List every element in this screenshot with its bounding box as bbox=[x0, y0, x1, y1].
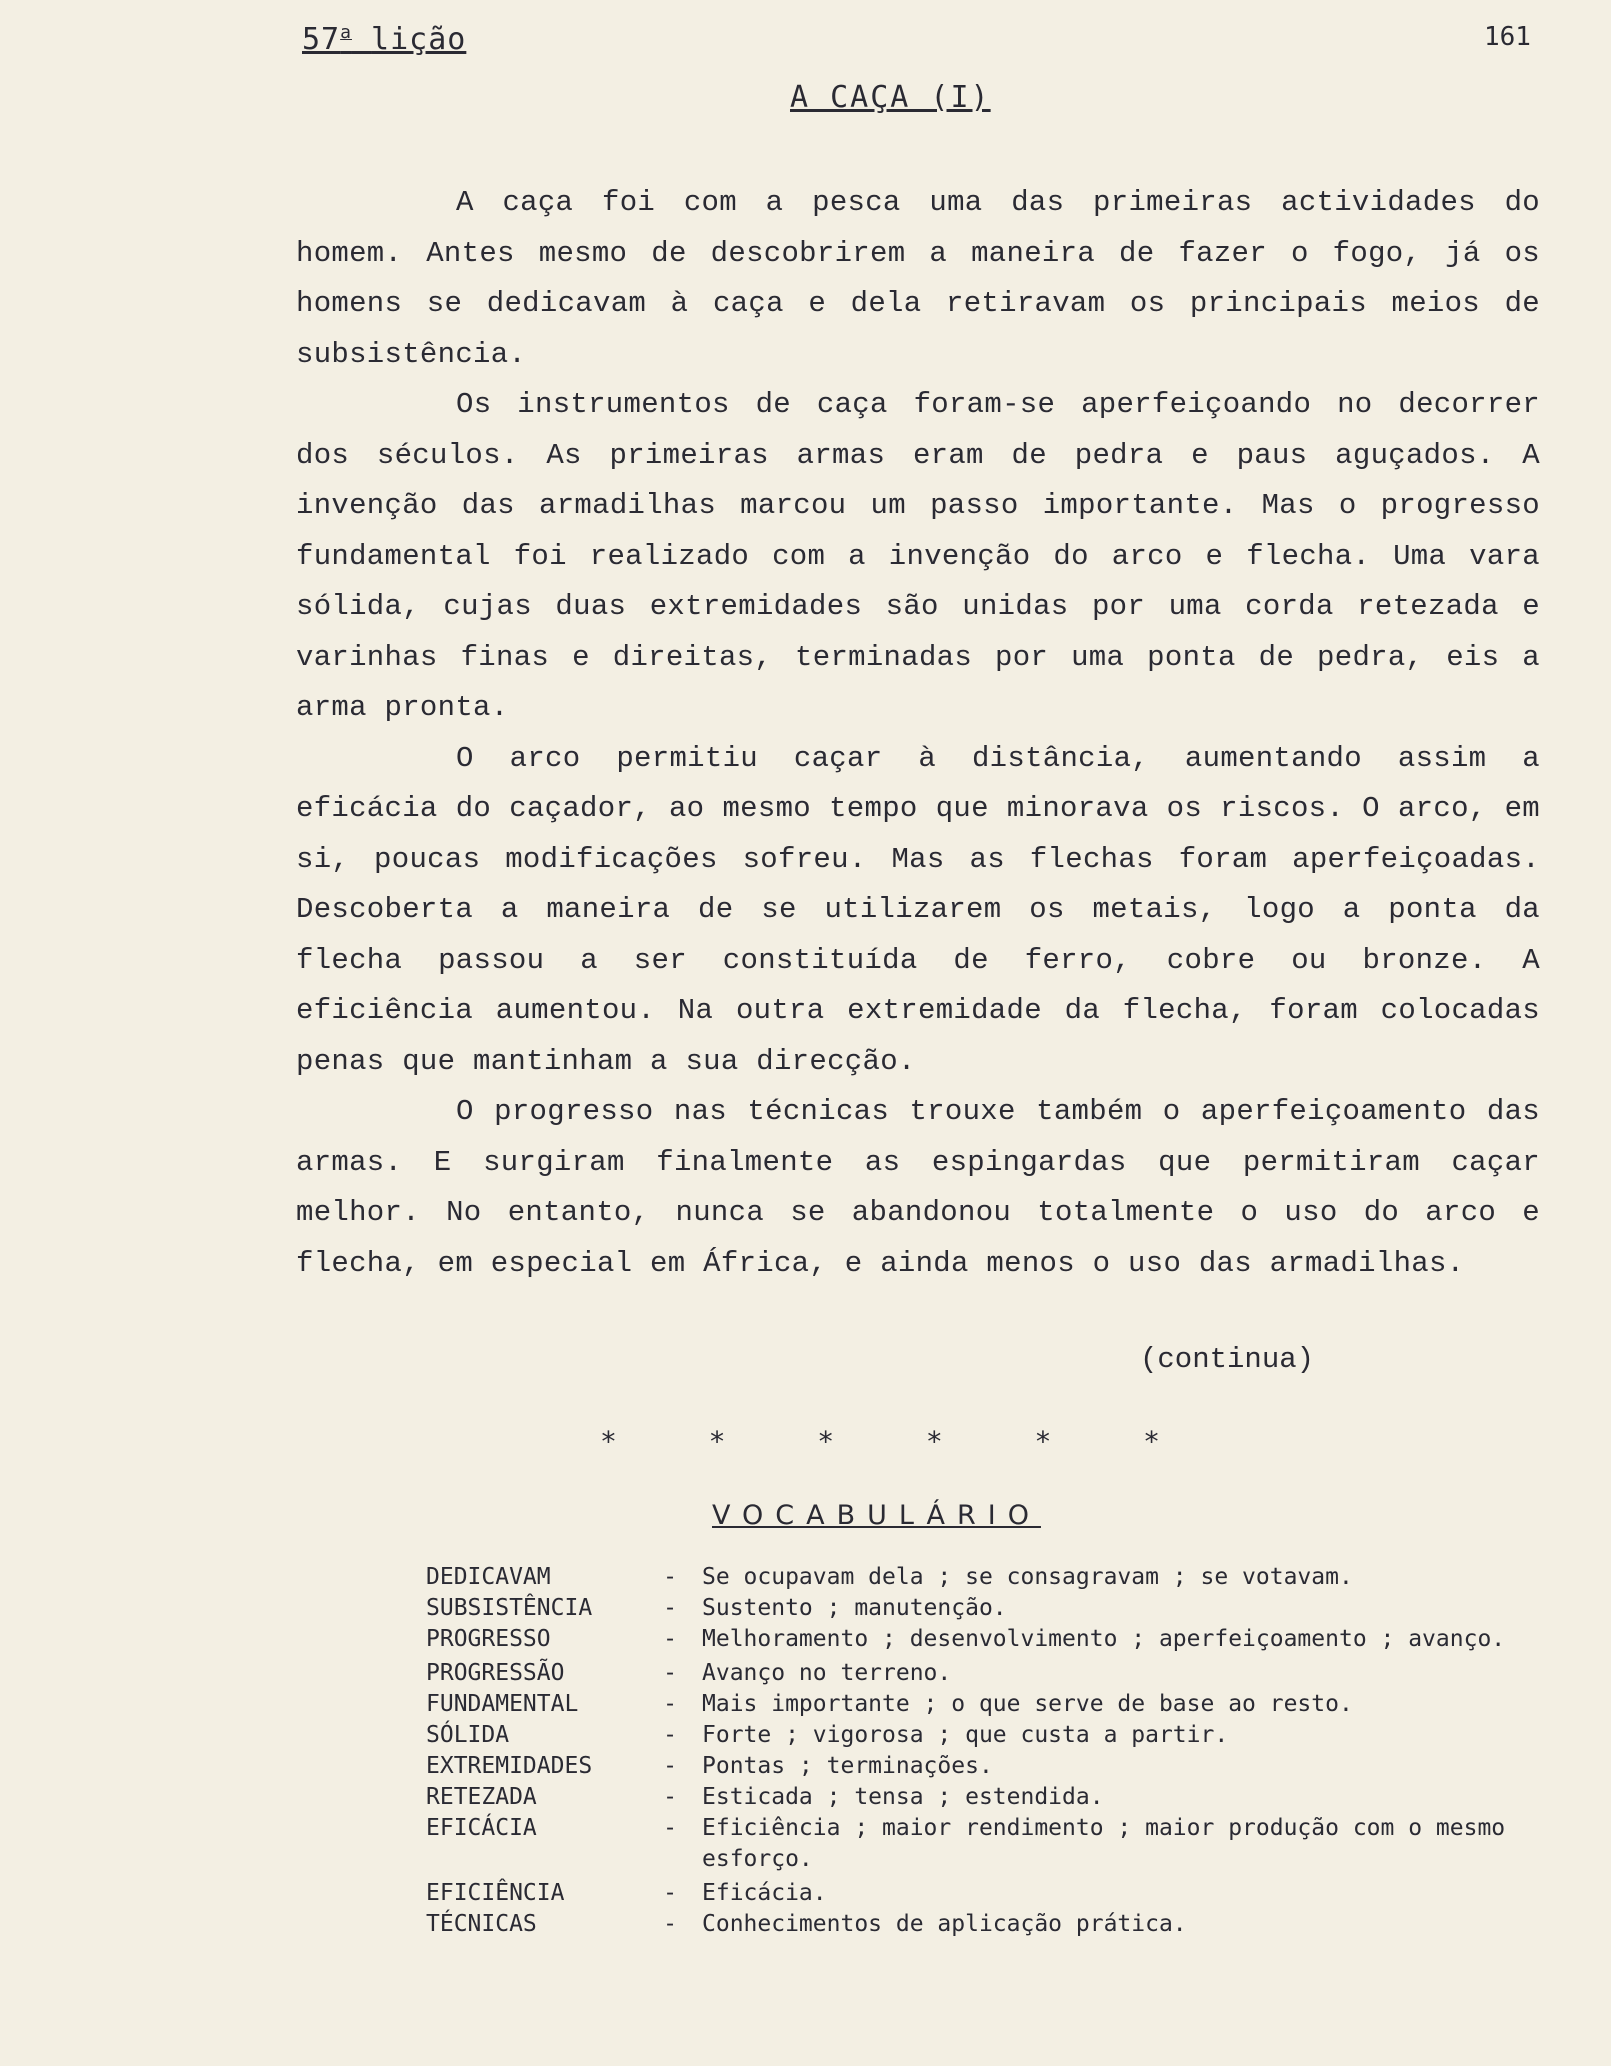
vocab-entry bbox=[426, 1624, 1556, 1655]
vocab-dash: - bbox=[663, 1564, 677, 1590]
vocab-term: DEDICAVAM bbox=[426, 1564, 551, 1590]
vocab-definition: Melhoramento ; desenvolvimento ; aperfeiçoamento ; avanço. bbox=[702, 1626, 1506, 1652]
separator-star: * bbox=[1034, 1425, 1052, 1458]
vocab-definition: Mais importante ; o que serve de base ao resto. bbox=[702, 1691, 1353, 1717]
vocab-entry bbox=[426, 1878, 1556, 1909]
separator-star: * bbox=[708, 1425, 726, 1458]
vocab-definition: Forte ; vigorosa ; que custa a partir. bbox=[702, 1722, 1229, 1748]
vocab-dash: - bbox=[663, 1911, 677, 1937]
lesson-heading bbox=[302, 22, 466, 57]
vocab-dash: - bbox=[663, 1753, 677, 1779]
vocab-dash: - bbox=[663, 1880, 677, 1906]
vocab-entry bbox=[426, 1658, 1556, 1689]
paragraph-1: A caça foi com a pesca uma das primeiras actividades do homem. Antes mesmo de descobrirem a maneira de fazer o fogo, já os homens se dedicavam à caça e dela retiravam os principais meios de subsistência. bbox=[296, 186, 1540, 371]
separator-star: * bbox=[600, 1425, 617, 1458]
vocab-entry bbox=[426, 1909, 1556, 1940]
paragraph-4: O progresso nas técnicas trouxe também o aperfeiçoamento das armas. E surgiram finalmente as espingardas que permitiram caçar melhor. No entanto, nunca se abandonou totalmente o uso do arco e flecha, em especial em África, e ainda menos o uso das armadilhas. bbox=[296, 1095, 1540, 1280]
vocab-dash: - bbox=[663, 1660, 677, 1686]
paragraph-2: Os instrumentos de caça foram-se aperfeiçoando no decorrer dos séculos. As primeiras armas eram de pedra e paus aguçados. A invenção das armadilhas marcou um passo importante. Mas o progresso fundamental foi realizado com a invenção do arco e flecha. Uma vara sólida, cujas duas extremidades são unidas por uma corda retezada e varinhas finas e direitas, terminadas por uma ponta de pedra, eis a arma pronta. bbox=[296, 388, 1540, 724]
vocab-term: SUBSISTÊNCIA bbox=[426, 1595, 593, 1621]
lesson-ordinal: a bbox=[340, 22, 352, 43]
continua-note: (continua) bbox=[1140, 1343, 1315, 1376]
separator-star: * bbox=[817, 1425, 835, 1458]
vocab-term: PROGRESSÃO bbox=[426, 1660, 565, 1686]
vocab-definition: Sustento ; manutenção. bbox=[702, 1595, 1007, 1621]
vocab-dash: - bbox=[663, 1784, 677, 1810]
vocabulary-title: VOCABULÁRIO bbox=[712, 1500, 1041, 1531]
vocab-definition: Pontas ; terminações. bbox=[702, 1753, 993, 1779]
vocab-term: EFICIÊNCIA bbox=[426, 1880, 565, 1906]
vocab-dash: - bbox=[663, 1626, 677, 1652]
vocab-dash: - bbox=[663, 1815, 677, 1841]
vocab-entry bbox=[426, 1751, 1556, 1782]
vocab-entry bbox=[426, 1562, 1556, 1593]
vocab-term: RETEZADA bbox=[426, 1784, 537, 1810]
vocab-definition: Se ocupavam dela ; se consagravam ; se votavam. bbox=[702, 1564, 1353, 1590]
vocab-entry bbox=[426, 1782, 1556, 1813]
vocab-entry bbox=[426, 1813, 1556, 1875]
lesson-number: 57 bbox=[302, 22, 341, 57]
vocab-entry bbox=[426, 1593, 1556, 1624]
vocab-entry bbox=[426, 1720, 1556, 1751]
vocab-term: EFICÁCIA bbox=[426, 1815, 537, 1841]
page-number: 161 bbox=[1484, 22, 1531, 52]
vocab-term: SÓLIDA bbox=[426, 1722, 510, 1748]
vocab-definition: Conhecimentos de aplicação prática. bbox=[702, 1911, 1187, 1937]
page-title: A CAÇA (I) bbox=[790, 80, 991, 115]
star-separator bbox=[600, 1425, 1160, 1458]
vocab-dash: - bbox=[663, 1722, 677, 1748]
vocab-term: FUNDAMENTAL bbox=[426, 1691, 579, 1717]
vocab-term: PROGRESSO bbox=[426, 1626, 551, 1652]
vocab-term: EXTREMIDADES bbox=[426, 1753, 593, 1779]
separator-star: * bbox=[925, 1425, 943, 1458]
separator-star: * bbox=[1143, 1425, 1160, 1458]
vocab-dash: - bbox=[663, 1595, 677, 1621]
vocab-entry bbox=[426, 1689, 1556, 1720]
paragraph-3: O arco permitiu caçar à distância, aumentando assim a eficácia do caçador, ao mesmo tempo que minorava os riscos. O arco, em si, poucas modificações sofreu. Mas as flechas foram aperfeiçoadas. Descoberta a maneira de se utilizarem os metais, logo a ponta da flecha passou a ser constituída de ferro, cobre ou bronze. A eficiência aumentou. Na outra extremidade da flecha, foram colocadas penas que mantinham a sua direcção. bbox=[296, 741, 1540, 1078]
story-text bbox=[296, 178, 1540, 1289]
vocab-term: TÉCNICAS bbox=[426, 1911, 537, 1937]
lesson-word: lição bbox=[371, 22, 467, 57]
vocab-definition: Eficiência ; maior rendimento ; maior produção com o mesmo esforço. bbox=[702, 1815, 1506, 1872]
vocabulary-list bbox=[426, 1562, 1556, 1940]
vocab-dash: - bbox=[663, 1691, 677, 1717]
vocab-definition: Esticada ; tensa ; estendida. bbox=[702, 1784, 1104, 1810]
vocab-definition: Eficácia. bbox=[702, 1880, 827, 1906]
vocab-definition: Avanço no terreno. bbox=[702, 1660, 952, 1686]
